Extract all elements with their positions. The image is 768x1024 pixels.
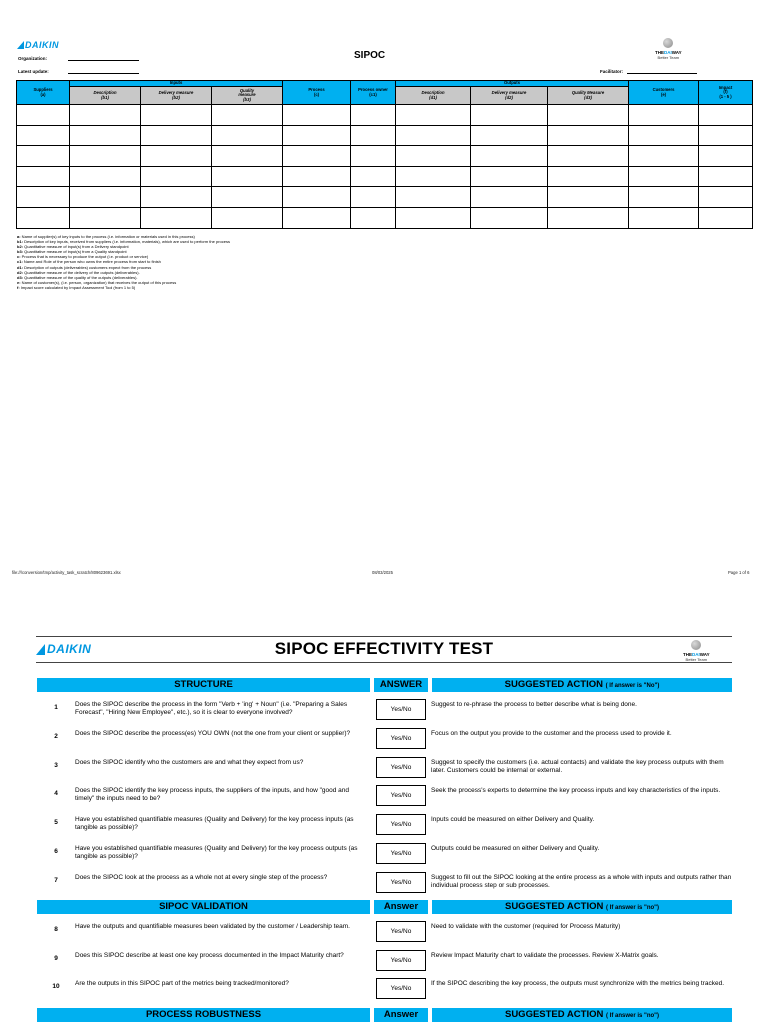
table-cell[interactable] bbox=[351, 125, 396, 146]
table-cell[interactable] bbox=[548, 166, 629, 187]
answer-header: ANSWER bbox=[374, 678, 428, 692]
table-cell[interactable] bbox=[396, 207, 471, 228]
table-cell[interactable] bbox=[699, 187, 753, 208]
table-row bbox=[17, 187, 753, 208]
legend-note: b2: Quantitative measure of input(s) from a Delivery standpoint bbox=[17, 244, 129, 250]
table-cell[interactable] bbox=[471, 146, 548, 167]
sipoc-table bbox=[16, 80, 753, 229]
table-cell[interactable] bbox=[283, 207, 351, 228]
footer-file-path: file:///conversion/tmp/activity_task_scratch/809623691.xlsx bbox=[12, 570, 121, 575]
page-title: SIPOC bbox=[354, 50, 386, 61]
thedaiway-logo bbox=[683, 640, 710, 662]
organization-label: Organization: bbox=[18, 56, 47, 61]
table-cell[interactable] bbox=[548, 125, 629, 146]
table-cell[interactable] bbox=[212, 166, 283, 187]
brand-tagline: Better Team bbox=[685, 657, 708, 662]
section-header: PROCESS ROBUSTNESS bbox=[37, 1008, 370, 1022]
table-cell[interactable] bbox=[629, 207, 699, 228]
table-cell[interactable] bbox=[351, 105, 396, 126]
suggested-action-header: SUGGESTED ACTION ( If answer is "no") bbox=[432, 1008, 732, 1022]
question-row bbox=[37, 784, 732, 808]
table-cell[interactable] bbox=[396, 166, 471, 187]
table-cell[interactable] bbox=[70, 146, 141, 167]
question-text: Does the SIPOC look at the process as a whole not at every single step of the process? bbox=[75, 873, 328, 881]
impact-header: Impact (f) (1 - 5 ) bbox=[699, 81, 753, 105]
customers-header: Customers (e) bbox=[629, 81, 699, 105]
table-cell[interactable] bbox=[699, 105, 753, 126]
table-cell[interactable] bbox=[629, 105, 699, 126]
question-row bbox=[37, 756, 732, 780]
table-cell[interactable] bbox=[396, 125, 471, 146]
thedaiway-logo bbox=[655, 38, 682, 60]
effectivity-test-title: SIPOC EFFECTIVITY TEST bbox=[274, 639, 494, 658]
legend-notes bbox=[17, 234, 230, 290]
question-text: Does the SIPOC describe the process(es) YOU OWN (not the one from your client or supplier)? bbox=[75, 729, 351, 737]
legend-note: c1: Name and Role of the person who owns the entire process from start to finish bbox=[17, 259, 161, 265]
answer-field[interactable]: Yes/No bbox=[376, 978, 426, 999]
table-cell[interactable] bbox=[629, 125, 699, 146]
table-cell[interactable] bbox=[699, 146, 753, 167]
facilitator-label: Facilitator: bbox=[600, 69, 624, 74]
suppliers-header: Suppliers (a) bbox=[17, 81, 70, 105]
table-cell[interactable] bbox=[351, 166, 396, 187]
output-delivery-header: Delivery measure (d2) bbox=[471, 87, 548, 105]
daikin-logo-mark-icon bbox=[17, 41, 24, 49]
answer-field[interactable]: Yes/No bbox=[376, 699, 426, 720]
legend-note: c: Process that is necessary to produce the output (i.e. product or service) bbox=[17, 254, 149, 260]
suggested-action-text: Suggest to re-phrase the process to better describe what is being done. bbox=[431, 701, 637, 708]
question-number: 3 bbox=[54, 761, 58, 769]
brand-name: THEDAIWAY bbox=[683, 652, 710, 657]
question-text: Are the outputs in this SIPOC part of the metrics being tracked/monitored? bbox=[75, 980, 289, 988]
table-cell[interactable] bbox=[396, 105, 471, 126]
table-cell[interactable] bbox=[283, 146, 351, 167]
top-rule bbox=[36, 636, 732, 637]
suggested-action-header: SUGGESTED ACTION ( If answer is "no") bbox=[432, 900, 732, 914]
question-text: Have the outputs and quantifiable measures been validated by the customer / Leadership team. bbox=[75, 923, 350, 930]
answer-header: Answer bbox=[374, 1008, 428, 1022]
table-cell[interactable] bbox=[699, 166, 753, 187]
table-cell[interactable] bbox=[70, 166, 141, 187]
question-row bbox=[37, 871, 732, 895]
latest-update-field[interactable] bbox=[68, 73, 139, 74]
section-header: STRUCTURE bbox=[37, 678, 370, 692]
table-cell[interactable] bbox=[212, 207, 283, 228]
organization-field[interactable] bbox=[68, 60, 139, 61]
table-cell[interactable] bbox=[141, 146, 212, 167]
globe-icon bbox=[663, 38, 673, 48]
question-row bbox=[37, 949, 732, 973]
daikin-logo-text: DAIKIN bbox=[47, 642, 92, 656]
table-row bbox=[17, 166, 753, 187]
table-cell[interactable] bbox=[17, 166, 70, 187]
answer-field[interactable]: Yes/No bbox=[376, 843, 426, 864]
table-cell[interactable] bbox=[351, 187, 396, 208]
table-cell[interactable] bbox=[70, 187, 141, 208]
table-cell[interactable] bbox=[212, 105, 283, 126]
question-number: 5 bbox=[54, 819, 58, 827]
table-cell[interactable] bbox=[283, 105, 351, 126]
table-row bbox=[17, 125, 753, 146]
table-cell[interactable] bbox=[17, 146, 70, 167]
facilitator-field[interactable] bbox=[627, 73, 697, 74]
table-cell[interactable] bbox=[471, 187, 548, 208]
legend-note: b3: Quantitative measure of input(s) from a Quality standpoint bbox=[17, 249, 127, 255]
answer-field[interactable]: Yes/No bbox=[376, 757, 426, 778]
answer-field[interactable]: Yes/No bbox=[376, 728, 426, 749]
process-header: Process (c) bbox=[283, 81, 351, 105]
table-row bbox=[17, 146, 753, 167]
question-number: 2 bbox=[54, 732, 58, 740]
suggested-action-text: Suggest to specify the customers (i.e. actual contacts) and validate the key process outputs with them later. Customers could be internal or external. bbox=[431, 758, 724, 774]
legend-note: d3: Quantitative measure of the quality of the outputs (deliverables). bbox=[17, 274, 138, 280]
table-cell[interactable] bbox=[70, 125, 141, 146]
table-cell[interactable] bbox=[283, 187, 351, 208]
suggested-action-text: Review Impact Maturity chart to validate the processes. Review X-Matrix goals. bbox=[431, 951, 659, 959]
table-cell[interactable] bbox=[548, 105, 629, 126]
input-quality-header: Quality measure (b3) bbox=[212, 87, 283, 105]
table-cell[interactable] bbox=[629, 146, 699, 167]
question-number: 10 bbox=[52, 983, 60, 991]
question-number: 7 bbox=[54, 876, 58, 884]
question-text: Does the SIPOC identify who the customers are and what they expect from us? bbox=[75, 758, 304, 766]
question-row bbox=[37, 920, 732, 944]
legend-note: e: Name of customer(s), (i.e. person, organization) that receives the output of this process bbox=[17, 279, 177, 285]
question-text: Have you established quantifiable measures (Quality and Delivery) for the key process outputs (as tangible as possible)? bbox=[75, 845, 358, 860]
table-cell[interactable] bbox=[471, 166, 548, 187]
input-description-header: Description (b1) bbox=[70, 87, 141, 105]
question-number: 9 bbox=[54, 954, 58, 962]
table-cell[interactable] bbox=[283, 166, 351, 187]
table-cell[interactable] bbox=[629, 187, 699, 208]
table-row bbox=[17, 207, 753, 228]
section-header: SIPOC VALIDATION bbox=[37, 900, 370, 914]
question-number: 8 bbox=[54, 926, 58, 933]
question-text: Does this SIPOC describe at least one key process documented in the Impact Maturity chart? bbox=[75, 951, 344, 959]
answer-field[interactable]: Yes/No bbox=[376, 950, 426, 971]
title-rule bbox=[36, 662, 732, 663]
brand-tagline: Better Team bbox=[657, 55, 680, 60]
table-cell[interactable] bbox=[70, 207, 141, 228]
table-cell[interactable] bbox=[212, 125, 283, 146]
daikin-logo-text: DAIKIN bbox=[25, 40, 59, 50]
question-row bbox=[37, 727, 732, 751]
suggested-action-text: Inputs could be measured on either Delivery and Quality. bbox=[431, 816, 595, 824]
inputs-group-header: Inputs bbox=[70, 81, 283, 87]
table-cell[interactable] bbox=[548, 146, 629, 167]
table-cell[interactable] bbox=[17, 125, 70, 146]
table-cell[interactable] bbox=[141, 207, 212, 228]
table-cell[interactable] bbox=[471, 207, 548, 228]
suggested-action-text: Suggest to fill out the SIPOC looking at the entire process as a whole with inputs and outputs rather than individual process step or sub processes. bbox=[431, 873, 732, 889]
question-text: Does the SIPOC identify the key process inputs, the suppliers of the inputs, and how "good and timely" the inputs need to be? bbox=[75, 787, 350, 803]
table-cell[interactable] bbox=[471, 105, 548, 126]
table-cell[interactable] bbox=[212, 187, 283, 208]
table-row bbox=[17, 105, 753, 126]
table-cell[interactable] bbox=[699, 207, 753, 228]
footer-date: 08/03/2025 bbox=[372, 570, 393, 575]
suggested-action-header: SUGGESTED ACTION ( If answer is "No") bbox=[432, 678, 732, 692]
table-cell[interactable] bbox=[141, 105, 212, 126]
suggested-action-text: Focus on the output you provide to the customer and the process used to provide it. bbox=[431, 729, 672, 737]
question-row bbox=[37, 813, 732, 837]
table-cell[interactable] bbox=[471, 125, 548, 146]
question-row bbox=[37, 842, 732, 866]
sipoc-table-body bbox=[17, 105, 753, 229]
table-cell[interactable] bbox=[351, 207, 396, 228]
legend-note: d2: Quantitative measure of the delivery of the outputs (deliverables). bbox=[17, 269, 140, 275]
input-delivery-header: Delivery measure (b2) bbox=[141, 87, 212, 105]
answer-header: Answer bbox=[374, 900, 428, 914]
answer-field[interactable]: Yes/No bbox=[376, 785, 426, 806]
table-cell[interactable] bbox=[17, 187, 70, 208]
legend-note: a: Name of supplier(s) of key inputs to the process (i.e. information or materials used in this process) bbox=[17, 234, 195, 239]
legend-note: f: Impact score calculated by Impact Assessment Tool (from 1 to 5) bbox=[17, 284, 136, 290]
question-number: 6 bbox=[54, 848, 58, 855]
table-cell[interactable] bbox=[141, 166, 212, 187]
legend-note: b1: Description of key inputs, received from suppliers (i.e. information, materials), which are used to perform the process bbox=[17, 239, 230, 245]
outputs-group-header: Outputs bbox=[396, 81, 629, 87]
table-cell[interactable] bbox=[548, 187, 629, 208]
daikin-logo bbox=[17, 40, 59, 50]
latest-update-label: Latest update: bbox=[18, 69, 49, 74]
question-number: 1 bbox=[54, 704, 58, 711]
table-cell[interactable] bbox=[351, 146, 396, 167]
table-cell[interactable] bbox=[283, 125, 351, 146]
table-cell[interactable] bbox=[141, 125, 212, 146]
answer-field[interactable]: Yes/No bbox=[376, 814, 426, 835]
question-row bbox=[37, 977, 732, 1001]
question-number: 4 bbox=[54, 790, 58, 798]
table-cell[interactable] bbox=[396, 187, 471, 208]
suggested-action-text: If the SIPOC describing the key process, the outputs must synchronize with the metrics being tracked. bbox=[431, 980, 724, 988]
process-owner-header: Process owner (c1) bbox=[351, 81, 396, 105]
question-row bbox=[37, 698, 732, 722]
question-text: Have you established quantifiable measures (Quality and Delivery) for the key process inputs (as tangible as possible)? bbox=[75, 816, 354, 832]
answer-field[interactable]: Yes/No bbox=[376, 872, 426, 893]
question-text: Does the SIPOC describe the process in the form "Verb + 'ing' + Noun" (i.e. "Preparing a Sales Forecast", "Hiring New Employee", etc.), so it is clear to everyone involved? bbox=[75, 701, 348, 716]
suggested-action-text: Outputs could be measured on either Delivery and Quality. bbox=[431, 845, 600, 852]
footer-page-number: Page 1 of 6 bbox=[728, 570, 750, 575]
table-cell[interactable] bbox=[396, 146, 471, 167]
legend-note: d1: Description of outputs (deliverables) customers expect from the process bbox=[17, 264, 152, 270]
table-cell[interactable] bbox=[212, 146, 283, 167]
answer-field[interactable]: Yes/No bbox=[376, 921, 426, 942]
table-cell[interactable] bbox=[70, 105, 141, 126]
suggested-action-text: Need to validate with the customer (required for Process Maturity) bbox=[431, 923, 621, 930]
table-cell[interactable] bbox=[629, 166, 699, 187]
brand-name: THEDAIWAY bbox=[655, 50, 682, 55]
suggested-action-text: Seek the process's experts to determine the key process inputs and key characteristics of the inputs. bbox=[431, 787, 721, 795]
table-cell[interactable] bbox=[699, 125, 753, 146]
table-cell[interactable] bbox=[17, 105, 70, 126]
table-cell[interactable] bbox=[548, 207, 629, 228]
output-quality-header: Quality Measure (d3) bbox=[548, 87, 629, 105]
output-description-header: Description (d1) bbox=[396, 87, 471, 105]
globe-icon bbox=[691, 640, 701, 650]
table-cell[interactable] bbox=[17, 207, 70, 228]
table-cell[interactable] bbox=[141, 187, 212, 208]
